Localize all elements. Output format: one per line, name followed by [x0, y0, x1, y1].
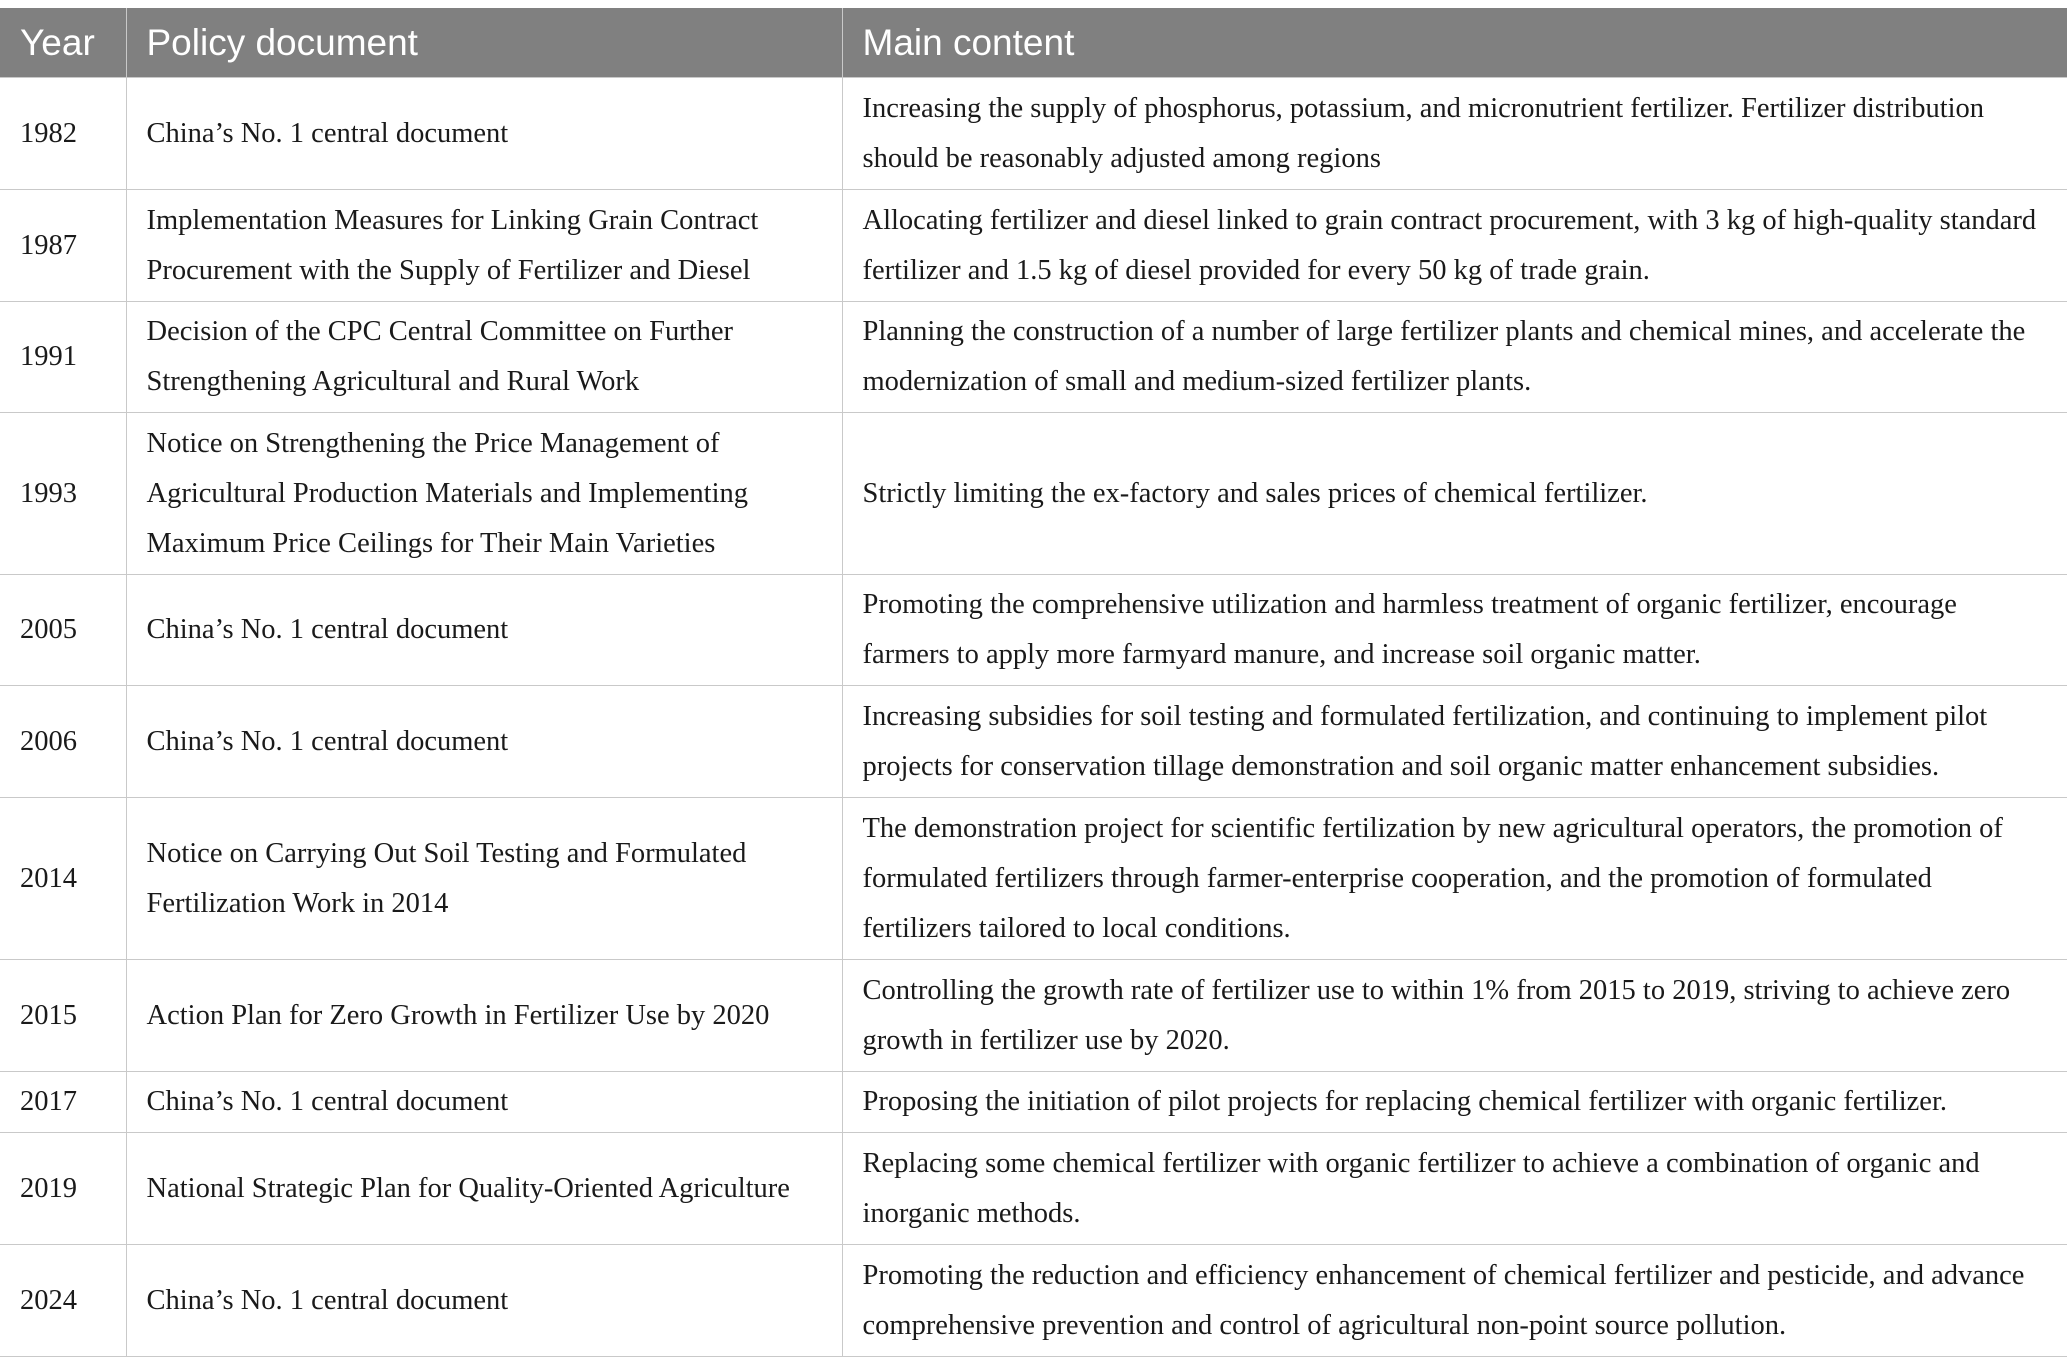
content-cell: Planning the construction of a number of large fertilizer plants and chemical mines, and accelerate the modernization of small and medium-sized fertilizer plants. — [842, 302, 2067, 413]
content-cell: Strictly limiting the ex-factory and sales prices of chemical fertilizer. — [842, 413, 2067, 575]
table-row — [0, 1245, 2067, 1357]
year-cell: 2017 — [0, 1072, 126, 1133]
year-cell: 1993 — [0, 413, 126, 575]
table-body — [0, 78, 2067, 1357]
year-cell: 1991 — [0, 302, 126, 413]
content-cell: Allocating fertilizer and diesel linked to grain contract procurement, with 3 kg of high-quality standard fertilizer and 1.5 kg of diesel provided for every 50 kg of trade grain. — [842, 190, 2067, 302]
year-cell: 2006 — [0, 686, 126, 798]
content-cell: Increasing subsidies for soil testing and formulated fertilization, and continuing to implement pilot projects for conservation tillage demonstration and soil organic matter enhancement subsidies. — [842, 686, 2067, 798]
year-cell: 2024 — [0, 1245, 126, 1357]
year-cell: 2005 — [0, 575, 126, 686]
content-cell: Promoting the reduction and efficiency enhancement of chemical fertilizer and pesticide, and advance comprehensive prevention and control of agricultural non-point source pollution. — [842, 1245, 2067, 1357]
table-row — [0, 960, 2067, 1072]
policy-cell: China’s No. 1 central document — [126, 78, 842, 190]
header-row — [0, 8, 2067, 78]
year-cell: 2019 — [0, 1133, 126, 1245]
policy-cell: National Strategic Plan for Quality-Oriented Agriculture — [126, 1133, 842, 1245]
content-cell: Promoting the comprehensive utilization and harmless treatment of organic fertilizer, encourage farmers to apply more farmyard manure, and increase soil organic matter. — [842, 575, 2067, 686]
table-row — [0, 413, 2067, 575]
table-row — [0, 190, 2067, 302]
table-row — [0, 575, 2067, 686]
policy-cell: Notice on Carrying Out Soil Testing and Formulated Fertilization Work in 2014 — [126, 798, 842, 960]
policy-cell: China’s No. 1 central document — [126, 686, 842, 798]
policy-table-container — [0, 8, 2067, 1357]
year-cell: 2015 — [0, 960, 126, 1072]
table-row — [0, 1072, 2067, 1133]
year-cell: 1982 — [0, 78, 126, 190]
content-cell: Increasing the supply of phosphorus, potassium, and micronutrient fertilizer. Fertilizer distribution should be reasonably adjusted among regions — [842, 78, 2067, 190]
policy-table — [0, 8, 2067, 1357]
table-row — [0, 686, 2067, 798]
content-cell: Controlling the growth rate of fertilizer use to within 1% from 2015 to 2019, striving to achieve zero growth in fertilizer use by 2020. — [842, 960, 2067, 1072]
policy-cell: Action Plan for Zero Growth in Fertilizer Use by 2020 — [126, 960, 842, 1072]
table-row — [0, 78, 2067, 190]
policy-cell: China’s No. 1 central document — [126, 1072, 842, 1133]
policy-cell: China’s No. 1 central document — [126, 1245, 842, 1357]
policy-cell: Decision of the CPC Central Committee on Further Strengthening Agricultural and Rural Work — [126, 302, 842, 413]
policy-cell: Notice on Strengthening the Price Management of Agricultural Production Materials and Implementing Maximum Price Ceilings for Their Main Varieties — [126, 413, 842, 575]
header-year: Year — [0, 8, 126, 78]
content-cell: Proposing the initiation of pilot projects for replacing chemical fertilizer with organic fertilizer. — [842, 1072, 2067, 1133]
header-policy-document: Policy document — [126, 8, 842, 78]
content-cell: Replacing some chemical fertilizer with organic fertilizer to achieve a combination of organic and inorganic methods. — [842, 1133, 2067, 1245]
policy-cell: China’s No. 1 central document — [126, 575, 842, 686]
header-main-content: Main content — [842, 8, 2067, 78]
table-row — [0, 798, 2067, 960]
table-header — [0, 8, 2067, 78]
policy-cell: Implementation Measures for Linking Grain Contract Procurement with the Supply of Fertilizer and Diesel — [126, 190, 842, 302]
year-cell: 1987 — [0, 190, 126, 302]
table-row — [0, 302, 2067, 413]
year-cell: 2014 — [0, 798, 126, 960]
content-cell: The demonstration project for scientific fertilization by new agricultural operators, the promotion of formulated fertilizers through farmer-enterprise cooperation, and the promotion of formulated fertilizers tailored to local conditions. — [842, 798, 2067, 960]
table-row — [0, 1133, 2067, 1245]
